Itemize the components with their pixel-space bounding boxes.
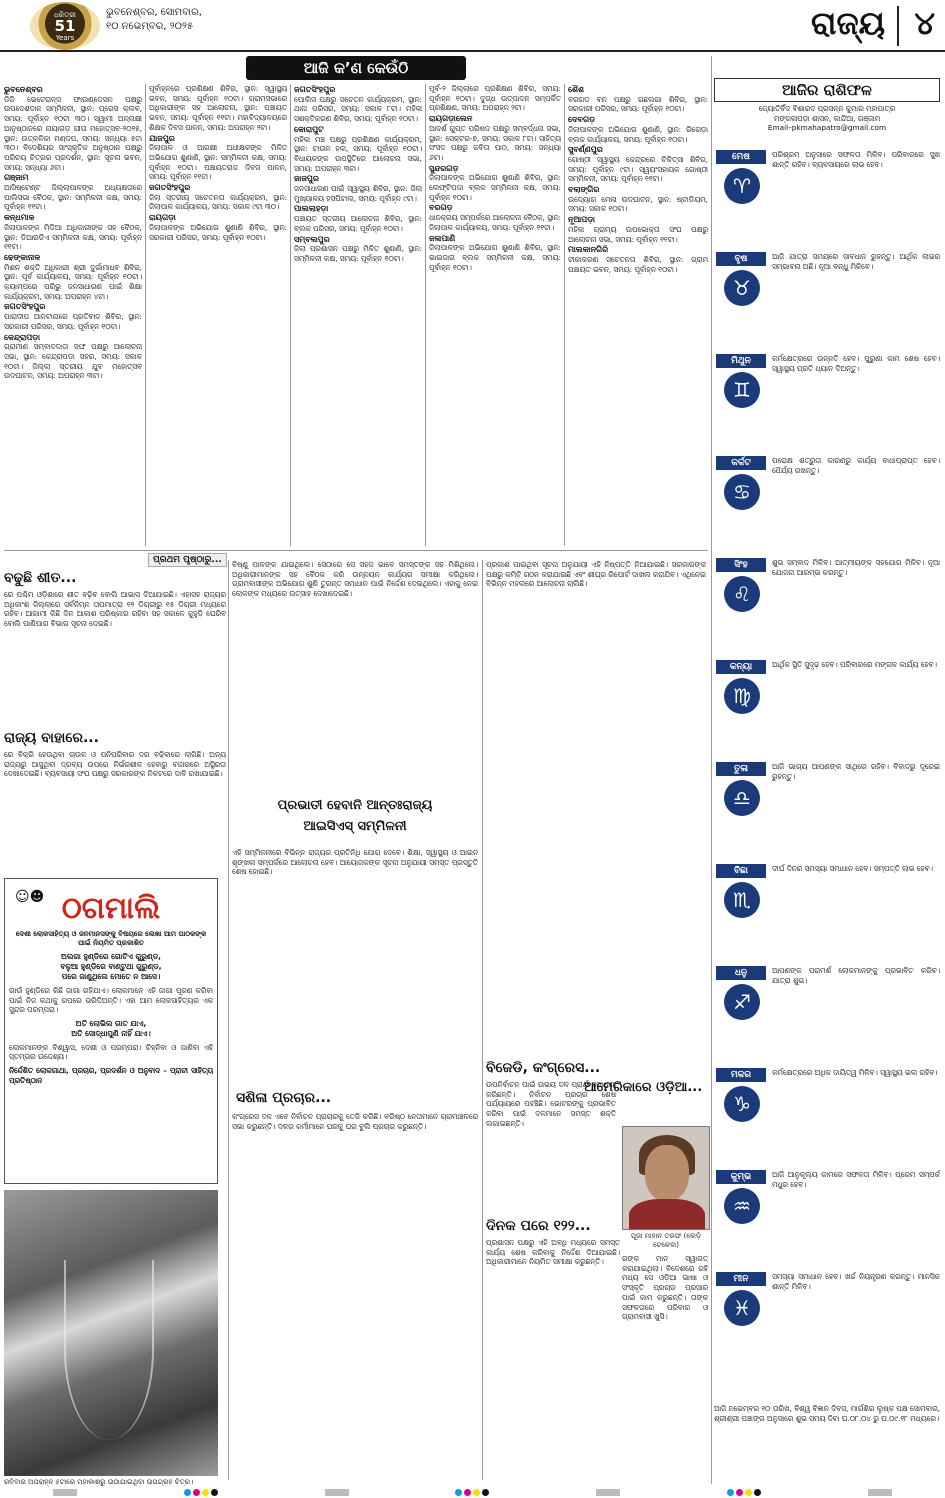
district-heading: ଭୁବନେଶ୍ବର	[4, 85, 43, 94]
zodiac-name: ବୃଷ	[716, 252, 766, 266]
event-listing: ଜିଲାପାଳଙ୍କ ଅଭିଯୋଗ ଶୁଣାଣି ଶିବିର, ସ୍ଥାନ: ଭାଇଜାଗ ବ୍ଲକ ସମ୍ମିଳନୀ କକ୍ଷ, ସମୟ: ପୂର୍ବାହ୍ନ ୧୦ଟା।	[429, 243, 561, 272]
mid-top-text: ବିଷ୍ଣୁ ପାଳଙ୍କ ଯାଇଥିଲେ। ସେଠାରେ ସେ ସହଜ ଭାବେ ସମସ୍ତଙ୍କ ସହ ମିଶିଥିଲେ। ଅଧିକାରୀମାନଙ୍କ ସହ ବୈଠକ କରି ଉନ୍ନୟନ କାର୍ଯ୍ୟର ସମୀକ୍ଷା କରିଥିଲେ। ଗ୍ରାମବାସୀଙ୍କ ଅଭିଯୋଗ ଶୁଣି ତୁରନ୍ତ ସମାଧାନ ପାଇଁ ନିର୍ଦ୍ଦେଶ ଦେଇଥିଲେ। ଏହାକୁ ନେଇ ଲୋକଙ୍କ ମଧ୍ୟରେ ଉତ୍ସାହ ଦେଖାଦେଇଛି।	[232, 560, 478, 599]
cold-body-text: ରେ ପଶ୍ଚିମ ଓଡ଼ିଶାରେ ଶୀତ ବଢ଼ିବ ବୋଲି ଆଭାସ ଦିଆଯାଇଛି। ଏହାସହ ରାଜ୍ୟର ଅଧିକାଂଶ ଜିଲ୍ଲାରେ ସର୍ବନିମ୍ନ ତାପମାତ୍ରା ୧୨ ଡିଗ୍ରୀରୁ ୧୫ ଡିଗ୍ରୀ ମଧ୍ୟରେ ରହିବ। ଆଗାମୀ କିଛି ଦିନ ଆକାଶ ପରିଷ୍କାର ରହିବା ସହ ସକାଳେ କୁହୁଡ଼ି ଘେରିବ ବୋଲି ପାଣିପାଗ ବିଭାଗ ସୂଚନା ଦେଇଛି।	[4, 590, 226, 629]
campaign-body-text: କଂଗ୍ରେସ ଦଳ ଏବେ ନିର୍ବାଚନ ପ୍ରଚାରକୁ ତେଜି କରିଛି। ବରିଷ୍ଠ ନେତାମାନେ ଗ୍ରାମାଞ୍ଚଳରେ ସଭା କରୁଛନ୍ତି। ଦଳର କର୍ମୀମାନେ ଘରକୁ ଘର ବୁଲି ପ୍ରଚାର କରୁଛନ୍ତି।	[232, 1112, 478, 1131]
zodiac-icon: ♐	[724, 984, 760, 1020]
event-listing: ଜିଲାପାଳଙ୍କ ଅଭିଯୋଗ ଶୁଣାଣି ଶିବିର, ସ୍ଥାନ: ସରକାରୀ ପରିସର, ସମୟ: ପୂର୍ବାହ୍ନ ୧୦ଟା।	[149, 222, 287, 242]
district-heading: ଗଞ୍ଜାମ	[4, 173, 29, 183]
district-heading: ଦେବଗଡ଼	[568, 115, 596, 125]
market-headline: ରାଜ୍ୟ ବାହାରେ...	[4, 730, 99, 746]
masthead	[0, 0, 945, 52]
listing-column-1	[4, 84, 142, 546]
event-listing: ପାରାଦୀପ ଆନଟାନାରେ ପ୍ରତିବାଦ ଶିବିର, ସ୍ଥାନ: ସରକାରୀ ପରିସର, ସମୟ: ପୂର୍ବାହ୍ନ ୧୦ଟା।	[4, 312, 142, 331]
zodiac-prediction: କର୍ମକ୍ଷେତ୍ରରେ ଅଧିକ ଦାୟିତ୍ୱ ମିଳିବ। ସ୍ୱାସ୍ଥ୍ୟ ଭଲ ରହିବ।	[772, 1068, 938, 1077]
moral-line: ଅତି ସୋଦ୍ଧାପୁଣି ନାହିଁ ଯାଏ।	[71, 1028, 151, 1038]
zodiac-name: ମେଷ	[716, 150, 766, 164]
event-listing: ଗ୍ରାମୀଣ ସମ୍ବାଦଦାତା ସଙ୍ଘ ପକ୍ଷରୁ ଆଲୋଚନା ସଭା, ସ୍ଥାନ: କେନ୍ଦ୍ରାପଡ଼ା ସହର, ସମୟ: ସକାଳ ୧୦ଟା। ଜିଲ୍ଲା ସ୍ତରୀୟ ଯୁବ ମହୋତ୍ସବ ଉଦଘାଟନ, ସମୟ: ଅପରାହ୍ନ ୩ଟା।	[4, 342, 142, 381]
satellite-image	[4, 1190, 218, 1476]
horoscope-item	[714, 964, 940, 1062]
zodiac-name: କର୍କଟ	[716, 456, 766, 470]
gray-swatch	[325, 1489, 349, 1496]
zodiac-prediction: ଆଜି ଭାଗ୍ୟ ଆପଣଙ୍କ ସାଥିରେ ରହିବ। ବିବାଦରୁ ଦୂରେଇ ରୁହନ୍ତୁ।	[772, 762, 940, 781]
market-body-text: ରେ ବିକ୍ରି ହେଉଥିବା ଚାଉଳ ଓ ପନିପରିବାର ଦର ବଢ଼ିବାରେ ଲାଗିଛି। ଅନ୍ୟ ରାଜ୍ୟରୁ ଆସୁଥିବା ଦ୍ରବ୍ୟ ଉପରେ ନିର୍ଭରଶୀଳ ହେବାରୁ ବଜାରରେ ଅସ୍ଥିରତା ଦେଖାଦେଇଛି। ବ୍ୟବସାୟୀ ସଂଘ ପକ୍ଷରୁ ସରକାରଙ୍କ ନିକଟରେ ଦାବି ରଖାଯାଇଛି।	[4, 750, 226, 779]
bjd-headline: ବିଜେଡି, କଂଗ୍ରେସ...	[486, 1060, 601, 1076]
gray-swatch	[53, 1489, 77, 1496]
gray-swatch	[596, 1489, 620, 1496]
column-moral	[9, 1019, 213, 1039]
photo-caption: ପୂଜା ମାହାନ ତରଫ (ଲେଡ଼ି ଟେକେଲ)	[630, 1232, 702, 1249]
cartoon-figures-icon: ☺☻	[15, 889, 45, 905]
us-headline: ଆମେରିକାରେ ଓଡ଼ିଆ...	[584, 1080, 703, 1095]
coastline-shape	[64, 1260, 154, 1440]
photo-body	[629, 1199, 705, 1230]
event-listing: ଜନସାଧାରଣ ପାଇଁ ସ୍ୱାସ୍ଥ୍ୟ ଶିବିର, ସ୍ଥାନ: ଜିଲା ମୁଖ୍ୟାଳୟ ହସପିଟାଲ, ସମୟ: ପୂର୍ବାହ୍ନ ୯ଟା।	[294, 184, 422, 203]
district-heading: ଜଳାପାଣି	[429, 233, 456, 243]
event-listing: ଆଦର୍ଶ ଗୁପ୍ତ ପରିଷଦ ପକ୍ଷରୁ ସମ୍ବର୍ଦ୍ଧନା ସଭା, ସ୍ଥାନ: ସେକ୍ଟର-୭, ସମୟ: ସକାଳ ୮ଟା। ସାହିତ୍ୟ ସଂସଦ ପକ୍ଷରୁ କବିତା ପାଠ, ସମୟ: ସନ୍ଧ୍ୟା ୬ଟା।	[429, 123, 561, 162]
zodiac-icon: ♑	[724, 1086, 760, 1122]
column-divider	[425, 84, 426, 546]
event-listing: ବରଗଡ ବନ ପକ୍ଷରୁ ଗଛଲଗା ଶିବିର, ସ୍ଥାନ: ସରକାରୀ ପରିସର, ସମୟ: ପୂର୍ବାହ୍ନ ୧୦ଟା।	[568, 94, 708, 114]
newspaper-logo	[30, 2, 100, 50]
event-listing: ଜିଲା ପ୍ରଶାସନ ପକ୍ଷରୁ ମିଳିତ ଶୁଣାଣି, ସ୍ଥାନ: ସମ୍ମିଳନୀ କକ୍ଷ, ସମୟ: ପୂର୍ବାହ୍ନ ୧୦ଟା।	[294, 244, 422, 263]
almanac-text: ଆଜି ନଭେମ୍ବର ୧୦ ତାରିଖ, ବିଶ୍ୱ ବିଜ୍ଞାନ ଦିବସ, ମାର୍ଗଶିର ଲୁଷ୍କ ପକ୍ଷ ସୋମବାର, ଶ୍ରୀଶ୍ରୀ ପଞ୍ଚାଙ୍ଗ ଅନୁସାରେ ଶୁଭ ସମୟ ଦିବା ଘ.୦୮.୦୪ ରୁ ଘ.୦୯.୧୮ ମଧ୍ୟରେ।	[714, 1404, 940, 1423]
listing-column-2	[149, 84, 287, 546]
zodiac-icon: ♉	[724, 270, 760, 306]
event-listing: ଧାନକ୍ରୟ ସମ୍ପର୍କରେ ଆଲୋଚନା ବୈଠକ, ସ୍ଥାନ: ଜିଲାପାଳ କାର୍ଯ୍ୟାଳୟ, ସମୟ: ପୂର୍ବାହ୍ନ ୧୧ଟା।	[429, 213, 561, 232]
poem-line: ଅଲଗା ହୁଣ୍ଡିରେ ଗୋଟିଏ ଗୁରୁଣ୍ଡ,	[60, 952, 161, 961]
zodiac-icon: ♍	[724, 678, 760, 714]
ics-body-text: ଏହି ସମ୍ମିଳନୀରେ ବିଭିନ୍ନ ରାଜ୍ୟର ପ୍ରତିନିଧି ଯୋଗ ଦେବେ। ଶିକ୍ଷା, ସ୍ୱାସ୍ଥ୍ୟ ଓ ଆଇନ ଶୃଙ୍ଖଳା ସମ୍ପର୍କରେ ଆଲୋଚନା ହେବ। ଆୟୋଜକଙ୍କ ସୂଚନା ଅନୁଯାୟୀ ସମସ୍ତ ପ୍ରସ୍ତୁତି ଶେଷ ହୋଇଛି।	[232, 848, 478, 877]
horoscope-author	[714, 104, 940, 133]
zodiac-icon: ♎	[724, 780, 760, 816]
district-heading: ସୁବର୍ଣ୍ଣପୁର	[568, 145, 603, 155]
days-headline: ଦିନକ ପରେ ୧୨୨...	[486, 1218, 591, 1234]
district-heading: କେନ୍ଦ୍ରାପଡ଼ା	[4, 332, 41, 342]
zodiac-prediction: ପରିଶ୍ରମ ଅନୁସାରେ ସଫଳତା ମିଳିବ। ପରିବାରରେ ସୁଖ ଶାନ୍ତି ରହିବ। ବ୍ୟବସାୟରେ ଲାଭ ହେବ।	[772, 150, 940, 169]
column-tagline: ଦେଶୀ ଲୋକସାହିତ୍ୟ ଓ ଜନମାନସଙ୍କୁ ବିଷୟରେ ଲେଖା ଆମ ପାଠକଙ୍କ ପାଇଁ ନିୟମିତ ପ୍ରକାଶିତ	[15, 930, 207, 947]
poem-line: ପରେ ଜାଣୁଥିଲେ ମୋତେ ନ ଆସେ।	[61, 972, 161, 981]
horoscope-item	[714, 556, 940, 654]
logo-text: ଧରିତ୍ରୀ	[54, 10, 76, 19]
photo-face	[645, 1145, 689, 1201]
zodiac-name: କନ୍ୟା	[716, 660, 766, 674]
horoscope-item	[714, 1066, 940, 1164]
listing-column-3	[294, 84, 422, 546]
horoscope-item	[714, 148, 940, 246]
district-heading: ସମ୍ବଲପୁର	[294, 234, 330, 244]
ics-headline-line1: ପ୍ରଭାତୀ ହେବାନି ଆନ୍ତଃରାଜ୍ୟ	[277, 798, 433, 813]
column-body: ଗାଉଁ ହୁଣ୍ଡିରେ କିଛି ଜାଗା ରହିଯାଏ। ଲୋକମାନେ ଏହି ଜାଗା ପୂରଣ କରିବା ପାଇଁ ନିଜ କଥାକୁ ଗପରେ ଭରିଦିଅନ୍ତି। ଏହା ଆମ ଲୋକସାହିତ୍ୟର ଏକ ସୁନ୍ଦର ପରମ୍ପରା।	[9, 986, 213, 1015]
author-address: ମଙ୍ଗଳାପଡ଼ା ଶାସନ, କାନ୍ଦିଆ, ଗଞ୍ଜାମ	[773, 113, 881, 123]
cold-body	[4, 590, 226, 726]
horoscope-title: ଆଜିର ରାଶିଫଳ	[714, 78, 940, 102]
column-divider	[711, 56, 712, 1484]
days-body	[486, 1238, 620, 1480]
district-heading: ରାୟଗଡ଼ାଲେନ	[429, 114, 473, 124]
district-heading: ବଲାଙ୍ଗିର	[568, 185, 600, 195]
author-name: ଜ୍ୟୋତିର୍ବିଦ ବିଶାରଦ ପ୍ରସନ୍ନ କୁମାର ମହାପାତ୍ର	[758, 104, 896, 113]
zodiac-prediction: ଆର୍ଥିକ ସ୍ଥିତି ସୁଦୃଢ଼ ହେବ। ପରିବାରରେ ମଙ୍ଗଳ କାର୍ଯ୍ୟ ହେବ।	[772, 660, 937, 669]
column-divider	[228, 560, 229, 1480]
ics-body	[232, 848, 478, 1084]
horoscope-item	[714, 250, 940, 348]
moral-line: ଅତି ଲୋଭିଲ ଗାତ ଯାଏ,	[75, 1018, 147, 1028]
zodiac-icon: ♋	[724, 474, 760, 510]
bjd-body-text: ଉପନିର୍ବାଚନ ପାଇଁ ଉଭୟ ଦଳ ପ୍ରାର୍ଥୀ ଘୋଷଣା କରିଛନ୍ତି। ନିର୍ବାଚନ ପ୍ରଚାର ଶେଷ ପର୍ଯ୍ୟାୟରେ ପହଞ୍ଚିଛି। ଭୋଟରଙ୍କୁ ପ୍ରଭାବିତ କରିବା ପାଇଁ ଦଳମାନେ ସମସ୍ତ ଶକ୍ତି ଲଗାଇଛନ୍ତି।	[486, 1080, 616, 1128]
zodiac-icon: ♒	[724, 1188, 760, 1224]
zodiac-prediction: କର୍ମକ୍ଷେତ୍ରରେ ଉନ୍ନତି ହେବ। ପୁରୁଣା କାମ ଶେଷ ହେବ। ସ୍ୱାସ୍ଥ୍ୟ ପ୍ରତି ଧ୍ୟାନ ଦିଅନ୍ତୁ।	[772, 354, 940, 373]
district-heading: ବରଗଡ଼	[429, 203, 453, 213]
district-heading: ଢେଙ୍କାନାଳ	[4, 252, 41, 262]
horoscope-item	[714, 658, 940, 756]
district-heading: ରାୟଗଡ଼ା	[149, 213, 176, 223]
zodiac-prediction: ଆପଣଙ୍କ ପରାମର୍ଶ ଲୋକମାନଙ୍କୁ ପ୍ରଭାବିତ କରିବ। ଯାତ୍ରା ଶୁଭ।	[772, 966, 940, 985]
district-heading: ଶୈଶ	[568, 85, 584, 94]
dateline-date: ୧୦ ନଭେମ୍ବର, ୨୦୨୫	[106, 21, 194, 32]
district-heading: ମାଲକାନଗିରି	[568, 245, 609, 255]
zodiac-name: ସିଂହ	[716, 558, 766, 572]
zodiac-icon: ♏	[724, 882, 760, 918]
event-listing: ଜିଲାପାଳଙ୍କ ମିଡିଆ ଅଧିକାରୀଙ୍କ ସହ ବୈଠକ, ସ୍ଥାନ: ଡିଆରଡିଏ ସମ୍ମିଳନୀ କକ୍ଷ, ସମୟ: ପୂର୍ବାହ୍ନ ୧୧ଟା।	[4, 222, 142, 252]
campaign-headline: ସଶିଳା ପ୍ରଚାର...	[236, 1090, 332, 1106]
column-footnote: ଲୋକମାନଙ୍କ ବିଶ୍ୱାସ, ଦେଶୀ ଓ ପରମ୍ପରା। ଚିହ୍ନିବା ଓ ଜାଣିବା ଏହି ସ୍ତମ୍ଭର ଉଦ୍ଦେଶ୍ୟ।	[9, 1042, 213, 1062]
rc-top-text: ପ୍ରକାଶ ପାଇଥିବା ସୂଚନା ଅନୁଯାୟୀ ଏହି ନିଷ୍ପତ୍ତି ନିଆଯାଇଛି। ସରକାରଙ୍କ ପକ୍ଷରୁ କମିଟି ଗଠନ କରାଯାଇଛି ଏବଂ ଶୀଘ୍ର ରିପୋର୍ଟ ଦାଖଲ କରାଯିବ। ଏଥିନେଇ ବିଭିନ୍ନ ମହଲରେ ଆଲୋଚନା ଚାଲିଛି।	[486, 560, 706, 589]
poem-line: ବଳୁଆ ହୁଣ୍ଡିରେ ବାଣ୍ଟୁଥା ଗୁରୁଣ୍ଡ,	[60, 962, 162, 971]
ics-headline	[232, 798, 478, 834]
campaign-body	[232, 1112, 478, 1480]
cmyk-dots	[184, 1489, 218, 1496]
cold-headline: ବଢୁଛି ଶୀତ...	[4, 570, 77, 586]
zodiac-prediction: ଆଜି ଆନୁକୂଲ୍ୟ କାମରେ ସଫଳତା ମିଳିବ। ପ୍ରେମ ସମ୍ପର୍କ ମଧୁର ହେବ।	[772, 1170, 940, 1189]
page-number: ୪	[914, 4, 935, 42]
logo-years: Years	[55, 33, 75, 42]
zodiac-name: ଧନୁ	[716, 966, 766, 980]
event-listing: ଗୋଷ୍ଠୀ ସ୍ୱାସ୍ଥ୍ୟ କେନ୍ଦ୍ରରେ ଚିକିତ୍ସା ଶିବିର, ସମୟ: ପୂର୍ବାହ୍ନ ୯ଟା। ସ୍ୱୟଂସହାୟକ ଗୋଷ୍ଠୀ ସମ୍ମିଳନୀ, ସମୟ: ପୂର୍ବାହ୍ନ ୧୧ଟା।	[568, 154, 708, 184]
cmyk-dots	[455, 1489, 489, 1496]
event-listing: ଜିଲାପାଳ ଓ ଆରକ୍ଷୀ ଅଧୀକ୍ଷକଙ୍କ ମିଳିତ ଅଭିଯୋଗ ଶୁଣାଣି, ସ୍ଥାନ: ସମ୍ମିଳନୀ କକ୍ଷ, ସମୟ: ପୂର୍ବାହ୍ନ ୧୦ଟା। ପଞ୍ଚାୟତରାଜ ଦିବସ ପାଳନ, ସମୟ: ପୂର୍ବାହ୍ନ ୧୧ଟା।	[149, 143, 287, 182]
zodiac-name: ତୁଳା	[716, 762, 766, 776]
district-heading: ପାଲଲାହଡ଼ା	[294, 204, 329, 214]
days-body-text: ପ୍ରଶାସନ ପକ୍ଷରୁ ଏହି ଅବଧି ମଧ୍ୟରେ ସମସ୍ତ କାର୍ଯ୍ୟ ଶେଷ କରିବାକୁ ନିର୍ଦ୍ଦେଶ ଦିଆଯାଇଛି। ଅଧିକାରୀମାନେ ନିୟମିତ ସମୀକ୍ଷା କରୁଛନ୍ତି।	[486, 1238, 620, 1267]
horoscope-item	[714, 1168, 940, 1266]
folklore-column-box	[4, 878, 218, 1184]
us-body-text: ରଙ୍କ ମାନ ସ୍ୱାଗତ୍ କରାଯାଇଥିଲା। ବିଦେଶରେ ରହି ମଧ୍ୟ ସେ ଓଡ଼ିଆ ଭାଷା ଓ ସଂସ୍କୃତି ପ୍ରଚାର ପ୍ରସାର ପାଇଁ କାମ କରୁଛନ୍ତି। ତାଙ୍କ ସଫଳତାରେ ପରିବାର ଓ ଗ୍ରାମବାସୀ ଖୁସି।	[622, 1254, 708, 1322]
column-poem	[9, 952, 213, 982]
market-body	[4, 750, 226, 870]
column-divider	[290, 84, 291, 546]
event-listing: ପଞ୍ଚାୟତ ସ୍ତରୀୟ ଆଲୋଚନା ଶିବିର, ସ୍ଥାନ: ବ୍ଲକ ପରିସର, ସମୟ: ପୂର୍ବାହ୍ନ ୧୦ଟା।	[294, 214, 422, 233]
satellite-caption: ରବିବାର ଅପରାହ୍ନ ୫ଟାରେ ମହାକାଶରୁ ଉଠାଯାଇଥିବା ଉପଗ୍ରହ ଚିତ୍ର।	[4, 1478, 194, 1486]
column-brand: ଠଗମାଲି	[61, 891, 161, 926]
rc-top-body	[486, 560, 706, 1060]
author-email: Email–pkmahapatro@gmail.com	[767, 123, 887, 133]
zodiac-icon: ♊	[724, 372, 760, 408]
dateline	[106, 6, 202, 34]
column-divider	[145, 84, 146, 546]
zodiac-name: କୁମ୍ଭ	[716, 1170, 766, 1184]
horoscope-item	[714, 1270, 940, 1368]
zodiac-icon: ♓	[724, 1290, 760, 1326]
gray-swatch	[868, 1489, 892, 1496]
us-body	[622, 1254, 708, 1480]
event-listing: ମିଶନ ଶକ୍ତି ଅଧିକାରୀ ଶ୍ରୀ ଦୁର୍ଗାମାଧବ ଶିବିର, ସ୍ଥାନ: ପୂର୍ବ କାର୍ଯ୍ୟାଳୟ, ସମୟ: ପୂର୍ବାହ୍ନ ୧୦ଟା। କ୍ୟାମ୍ପରେ ପରିଭୁ ଜନସାଧାରଣ ପାଇଁ ଶିକ୍ଷା କାର୍ଯ୍ୟକ୍ରମ, ସମୟ: ଅପରାହ୍ନ ୪ଟା।	[4, 262, 142, 301]
listing-column-5	[568, 84, 708, 546]
person-photo	[622, 1126, 710, 1230]
almanac	[714, 1404, 940, 1482]
zodiac-name: ମିଥୁନ	[716, 354, 766, 368]
district-heading: ଜଗତସିଂହପୁର	[149, 183, 191, 193]
zodiac-name: ମୀନ	[716, 1272, 766, 1286]
zodiac-prediction: ଆଜି ଯାତ୍ରା ସମୟରେ ସାବଧାନ ରୁହନ୍ତୁ। ଆର୍ଥିକ ଲାଭର ସମ୍ଭାବନା ଅଛି। ନୂଆ ବନ୍ଧୁ ମିଳିବେ।	[772, 252, 940, 271]
listing-column-4	[429, 84, 561, 546]
district-heading: ଜଗତସିଂହପୁର	[4, 302, 46, 312]
print-registration-bar	[0, 1486, 945, 1498]
column-credit: ନିର୍ଦ୍ଦେଶିତ ଲୋକଗାଥା, ପ୍ରଚାର, ପ୍ରଦର୍ଶନ ଓ ଅନୁବାଦ – ପ୍ରାଚୀ ସାହିତ୍ୟ ପ୍ରତିଷ୍ଠାନ	[9, 1065, 213, 1085]
event-listing: ପୂର୍ବାହ୍ନରେ ପ୍ରଶିକ୍ଷଣ ଶିବିର, ସ୍ଥାନ: ସ୍ୱାସ୍ଥ୍ୟ ଭବନ, ସମୟ: ପୂର୍ବାହ୍ନ ୧୦ଟା। ଗ୍ରାମସଭାରେ ଅଧିକାରୀଙ୍କ ସହ ଆଲୋଚନା, ସ୍ଥାନ: ପଞ୍ଚାୟତ ଭବନ, ସମୟ: ପୂର୍ବାହ୍ନ ୧୧ଟା। ମହାବିଦ୍ୟାଳୟରେ ଶିକ୍ଷକ ଦିବସ ପାଳନ, ସମୟ: ଅପରାହ୍ନ ୨ଟା।	[149, 84, 287, 132]
continued-label: ପ୍ରଥମ ପୃଷ୍ଠାରୁ...	[148, 553, 227, 567]
zodiac-prediction: ସମସ୍ୟା ସମାଧାନ ହେବ। ଖର୍ଚ୍ଚ ନିୟନ୍ତ୍ରଣ କରନ୍ତୁ। ମାନସିକ ଶାନ୍ତି ମିଳିବ।	[772, 1272, 940, 1291]
zodiac-name: ବିଛା	[716, 864, 766, 878]
column-divider	[482, 560, 483, 1480]
zodiac-prediction: ପରୋକ୍ଷ ଶତ୍ରୁତା କାରଣରୁ କାର୍ଯ୍ୟ ବାଧାପ୍ରାପ୍ତ ହେବ। ଧୈର୍ଯ୍ୟ ରଖନ୍ତୁ।	[772, 456, 940, 475]
district-heading: କନ୍ଧମାଳ	[4, 213, 35, 223]
district-heading: ନୂଆପଡ଼ା	[568, 215, 595, 225]
event-listing: ଜିଲାପାଳଙ୍କ ଅଭିଯୋଗ ଶୁଣାଣି, ସ୍ଥାନ: ରିଗେଡ଼ା ବ୍ଲକ କାର୍ଯ୍ୟାଳୟ, ସମୟ: ପୂର୍ବାହ୍ନ ୧୦ଟା।	[568, 124, 708, 144]
listings-banner: ଆଜି କ’ଣ କେଉଁଠି	[246, 56, 466, 80]
zodiac-name: ମକର	[716, 1068, 766, 1082]
event-listing: ପୂର୍ବ-୨ ଜିଲ୍ଲାରେ ପ୍ରଶିକ୍ଷଣ ଶିବିର, ସମୟ: ପୂର୍ବାହ୍ନ ୧୦ଟା। ଦୁଗ୍ଧ ଉତ୍ପାଦନ ସମ୍ପର୍କିତ ପ୍ରଶିକ୍ଷଣ, ସମୟ: ଅପରାହ୍ନ ୨ଟା।	[429, 84, 561, 113]
column-divider	[564, 84, 565, 546]
logo-number: 51	[54, 16, 76, 35]
zodiac-prediction: ଦୀର୍ଘ ଦିନର ସମସ୍ୟା ସମାଧାନ ହେବ। ସମ୍ପତ୍ତି ଲାଭ ହେବ।	[772, 864, 933, 873]
page-title: ରାଜ୍ୟ	[811, 4, 885, 42]
horoscope-item	[714, 454, 940, 552]
page-separator	[897, 6, 899, 46]
event-listing: ମହିଳା ଗ୍ରାମ୍ୟ ଉପଭୋକ୍ତା ସଂଘ ପକ୍ଷରୁ ଆଲୋଚନା ସଭା, ସମୟ: ପୂର୍ବାହ୍ନ ୧୧ଟା।	[568, 224, 708, 244]
horoscope-item	[714, 862, 940, 960]
cmyk-dots	[727, 1489, 761, 1496]
event-listing: ଜିଲା ସ୍ତରୀୟ ସଚେତନତା କାର୍ଯ୍ୟକ୍ରମ, ସ୍ଥାନ: ଜିଲାପାଳ କାର୍ଯ୍ୟାଳୟ, ସମୟ: ସକାଳ ୯ଟା ୩୦।	[149, 192, 287, 212]
event-listing: ଜିଲାପାଳଙ୍କ ଅଭିଯୋଗ ଶୁଣାଣି ଶିବିର, ସ୍ଥାନ: ଲେଫ୍ଟିପଡା ବ୍ଲକ ସମ୍ମିଳନୀ କକ୍ଷ, ସମୟ: ପୂର୍ବାହ୍ନ ୧୦ଟା।	[429, 173, 561, 202]
section-divider	[4, 550, 708, 551]
district-heading: ସୁନ୍ଦରଗଡ଼	[429, 163, 459, 173]
horoscope-item	[714, 352, 940, 450]
zodiac-prediction: ଶୁଭ ସମ୍ବାଦ ମିଳିବ। ଆତ୍ମୀୟଙ୍କ ସହଯୋଗ ମିଳିବ। ନୂଆ ଯୋଜନା ଆରମ୍ଭ କରନ୍ତୁ।	[772, 558, 940, 577]
dateline-place: ଭୁବନେଶ୍ବର, ସୋମବାର,	[106, 7, 202, 18]
zodiac-icon: ♈	[724, 168, 760, 204]
event-listing: ଟୀକାକରଣ ସଚେତନତା ଶିବିର, ସ୍ଥାନ: ଗ୍ରାମ ପଞ୍ଚାୟତ ଭବନ, ସମୟ: ପୂର୍ବାହ୍ନ ୧୦ଟା।	[568, 254, 708, 274]
district-heading: କୋରାପୁଟ	[294, 124, 324, 134]
mid-top-body	[232, 560, 478, 794]
event-listing: ଆସିଷ୍ଟେଣ୍ଟ ଜିଲ୍ଲାପାଳଙ୍କ ଅଧ୍ୟକ୍ଷତାରେ ପାଲିସଭା ବୈଠକ, ସ୍ଥାନ: ସମ୍ମିଳନୀ କକ୍ଷ, ସମୟ: ପୂର୍ବାହ୍ନ ୧୧ଟା।	[4, 183, 142, 212]
district-heading: ଯାଜପୁର	[149, 133, 175, 143]
event-listing: ଉଦ୍ୟୋଗ ମେଳା ଉଦଘାଟନ, ସ୍ଥାନ: ଷ୍ଟାଡିୟମ, ସମୟ: ସକାଳ ୧୦ଟା।	[568, 194, 708, 214]
zodiac-icon: ♌	[724, 576, 760, 612]
district-heading: ଜଗତସିଂହପୁର	[294, 85, 336, 94]
horoscope-item	[714, 760, 940, 858]
event-listing: ଡିଜି ଭେଟେରାନ୍ସ ଫାଉଣ୍ଡେସନ ପକ୍ଷରୁ ଉପଦେଶଦାନ ସମ୍ମିଳନୀ, ସ୍ଥାନ: ପ୍ରେସ କ୍ଲବ, ସମୟ: ପୂର୍ବାହ୍ନ ୧୦ଟା ୩୦। ସ୍ୱାମୀ ଅନ୍ନାକ୍ଷୀ ଆନୁଷ୍ଠାନରେ ନାୟାଗଡ଼ ଗୀତା ମହୋତ୍ସବ-୨୦୨୫, ସ୍ଥାନ: ଉତ୍କଳିକା ମଣ୍ଡପ, ସମୟ: ସନ୍ଧ୍ୟା ୫ଟା ୩୦। ବିଦେଶିୟର ସାଂସ୍କୃତିକ ଅନୁଷ୍ଠାନ ପକ୍ଷରୁ ପରିଚୟ ଚିତ୍ରର ପ୍ରଦର୍ଶନ, ସ୍ଥାନ: ସୂଚନା ଭବନ, ସମୟ: ସନ୍ଧ୍ୟା ୬ଟା।	[4, 94, 142, 172]
district-heading: ଜାଜପୁର	[294, 174, 319, 184]
event-listing: ମହିଳା ମଞ୍ଚ ପକ୍ଷରୁ ପ୍ରଶିକ୍ଷଣ କାର୍ଯ୍ୟକ୍ରମ, ସ୍ଥାନ: ଟାଉନ ହଲ, ସମୟ: ପୂର୍ବାହ୍ନ ୧୦ଟା। ବିଧାୟକଙ୍କ ଉପସ୍ଥିତିରେ ଆଲୋଚନା ସଭା, ସମୟ: ଅପରାହ୍ନ ୩ଟା।	[294, 134, 422, 173]
bjd-body	[486, 1080, 616, 1214]
ics-headline-line2: ଆଇସିଏସ୍ ସମ୍ମିଳନୀ	[303, 819, 407, 834]
event-listing: ପୋଲିସ ପକ୍ଷରୁ ସଚେତନ କାର୍ଯ୍ୟକ୍ରମ, ସ୍ଥାନ: ଥାନା ପରିସର, ସମୟ: ସକାଳ ୮ଟା। ମହିଳା ସଶକ୍ତିକରଣ ଶିବିର, ସମୟ: ପୂର୍ବାହ୍ନ ୧୦ଟା।	[294, 94, 422, 124]
